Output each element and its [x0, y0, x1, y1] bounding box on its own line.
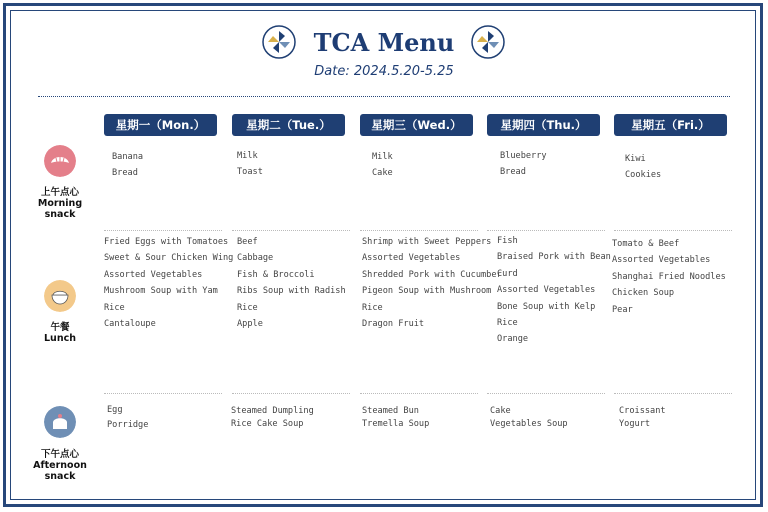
menu-item: Orange: [497, 334, 529, 345]
menu-item: Bone Soup with Kelp: [497, 301, 596, 312]
day-header-thu: 星期四（Thu.）: [487, 114, 600, 136]
menu-cell-morning-thu: [500, 148, 547, 181]
menu-item: Dragon Fruit: [362, 318, 425, 329]
day-header-tue: 星期二（Tue.）: [232, 114, 345, 136]
menu-cell-morning-mon: [112, 149, 143, 182]
menu-cell-morning-tue: [237, 148, 263, 181]
menu-item: Beef: [237, 237, 258, 247]
menu-item: Croissant: [619, 406, 666, 416]
menu-item: Rice: [237, 302, 258, 313]
menu-item: Cookies: [625, 170, 662, 181]
menu-cell-afternoon-wed: [362, 405, 429, 431]
row-divider: [614, 393, 732, 394]
menu-item: Cabbage: [237, 253, 274, 264]
croissant-icon: [44, 145, 76, 177]
menu-cell-afternoon-thu: [490, 405, 568, 431]
menu-cell-lunch-fri: [612, 236, 726, 318]
menu-cell-afternoon-mon: [107, 403, 148, 433]
menu-item: Assorted Vegetables: [612, 255, 711, 266]
menu-item: Cantaloupe: [104, 318, 156, 329]
menu-item: Toast: [237, 167, 263, 178]
menu-item: Cake: [372, 168, 393, 179]
menu-item: Shrimp with Sweet Peppers: [362, 237, 492, 247]
menu-item: Rice: [497, 317, 518, 328]
menu-cell-afternoon-tue: [231, 405, 314, 431]
menu-item: Apple: [237, 318, 263, 329]
menu-cell-lunch-mon: [104, 234, 233, 332]
menu-item: Rice: [362, 302, 383, 313]
menu-cell-morning-fri: [625, 151, 661, 184]
menu-item: Braised Pork with Bean: [497, 252, 611, 263]
row-divider: [360, 393, 478, 394]
menu-cell-lunch-thu: [497, 233, 611, 348]
menu-item: Banana: [112, 152, 144, 162]
menu-item: Cake: [490, 406, 511, 416]
day-header-fri: 星期五（Fri.）: [614, 114, 727, 136]
menu-item: Tremella Soup: [362, 419, 430, 429]
page-title: TCA Menu: [313, 28, 455, 57]
menu-item: Ribs Soup with Radish: [237, 286, 346, 297]
menu-item: Fish & Broccoli: [237, 269, 315, 280]
menu-item: Pear: [612, 304, 633, 315]
menu-item: Assorted Vegetables: [497, 285, 596, 296]
menu-item: Vegetables Soup: [490, 419, 568, 429]
row-divider: [104, 393, 222, 394]
rice-bowl-icon: [44, 280, 76, 312]
menu-item: Milk: [237, 151, 258, 161]
menu-item: Pigeon Soup with Mushroom: [362, 286, 492, 297]
header-divider: [38, 96, 730, 97]
menu-item: Mushroom Soup with Yam: [104, 286, 218, 297]
menu-item: Sweet & Sour Chicken Wing: [104, 253, 234, 264]
row-divider: [614, 230, 732, 231]
menu-cell-morning-wed: [372, 149, 393, 182]
row-divider: [360, 230, 478, 231]
meal-label-morning: 上午点心 Morning snack: [37, 187, 83, 220]
menu-item: Steamed Bun: [362, 406, 419, 416]
menu-item: Rice: [104, 302, 125, 313]
row-divider: [487, 393, 605, 394]
menu-item: Shredded Pork with Cucumber: [362, 269, 502, 280]
menu-item: Assorted Vegetables: [104, 269, 203, 280]
menu-item: Bread: [112, 168, 138, 179]
day-header-mon: 星期一（Mon.）: [104, 114, 217, 136]
cake-icon: [44, 406, 76, 438]
meal-label-afternoon: 下午点心 Afternoon snack: [33, 449, 87, 482]
menu-item: Porridge: [107, 420, 149, 430]
menu-cell-afternoon-fri: [619, 405, 666, 431]
meal-label-lunch: 午餐 Lunch: [44, 322, 76, 344]
menu-item: Rice Cake Soup: [231, 419, 304, 429]
row-divider: [232, 393, 350, 394]
menu-item: Yogurt: [619, 419, 651, 429]
menu-item: Shanghai Fried Noodles: [612, 271, 726, 282]
menu-item: Assorted Vegetables: [362, 253, 461, 264]
menu-cell-lunch-tue: [237, 234, 346, 332]
row-divider: [487, 230, 605, 231]
menu-item: Steamed Dumpling: [231, 406, 314, 416]
menu-item: Bread: [500, 167, 526, 178]
menu-item: Fish: [497, 236, 518, 246]
menu-cell-lunch-wed: [362, 234, 502, 332]
menu-item: Egg: [107, 405, 123, 415]
menu-item: Curd: [497, 268, 518, 279]
row-divider: [232, 230, 350, 231]
date-range: Date: 2024.5.20-5.25: [314, 64, 454, 79]
menu-item: Chicken Soup: [612, 288, 675, 299]
day-header-wed: 星期三（Wed.）: [360, 114, 473, 136]
row-divider: [104, 230, 222, 231]
menu-item: Fried Eggs with Tomatoes: [104, 237, 229, 247]
menu-item: Tomato & Beef: [612, 239, 680, 249]
menu-item: Milk: [372, 152, 393, 162]
menu-item: Blueberry: [500, 151, 547, 161]
menu-item: Kiwi: [625, 154, 646, 164]
